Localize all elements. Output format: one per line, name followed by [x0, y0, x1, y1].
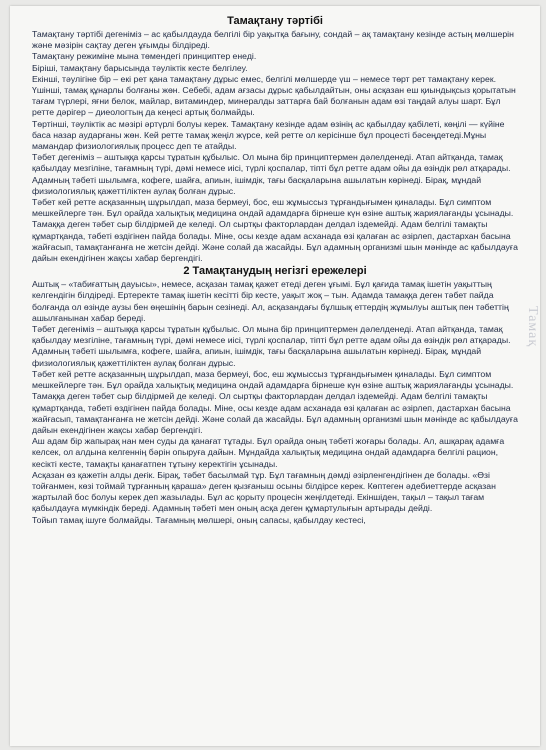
- paragraph: Аштық – «табиғаттың дауысы», немесе, асқазан тамақ қажет етеді деген ұғымі. Бұл қағида тамақ ішетін уақыттың келгендігін білдіреді. Ертеректе тамақ ішетін кесітті бір кесте, уақыт жоқ – тын. Адамда тамаққа деген тәбет пайда болғанда ол өзінде аузы бен өңешінің барын сезінеді. Ал, асқазандағы бұлшық еттердің жұмылуы аштық пен тәбеттің ашылғанынан хабар береді.: [32, 279, 509, 323]
- paragraph: Біріші, тамақтану барысында тәуліктік кесте белгілеу.: [32, 62, 248, 73]
- document-page: [10, 6, 540, 746]
- paragraph: Тойып тамақ ішуге болмайды. Тағамның мөлшері, оның сапасы, қабылдау кестесі,: [32, 514, 366, 525]
- paragraph: Екінші, тәулігіне бір – екі рет қана тамақтану дұрыс емес, белгілі мөлшерде үш – немесе төрт рет тамақтану керек.: [32, 73, 497, 84]
- section-1-title: Тамақтану тәртібі: [227, 15, 323, 27]
- paragraph: Тәбет кей ретте асқазанның шұрылдап, маза бермеуі, бос, еш жұмыссыз тұрғандығымен қиналады. Бұл симптом мешкейлерге тән. Бұл орайда халықтық медицина ондай адамдарға бірнеше күн өзіне аштық жариялағанды ұсынады.: [32, 368, 514, 391]
- paragraph: Тамақтану режиміне мына төмендегі принциптер енеді.: [32, 51, 257, 62]
- section-2-title: 2 Тамақтанудың негізгі ережелері: [183, 265, 367, 278]
- show-through-text: Тамақ: [525, 306, 540, 348]
- paragraph: Тамаққа деген тәбет сыр білдірмей де келеді. Ол сыртқы факторлардан делдал іздемейді. Адам белгілі тамақты құмартқанда, тәбеті өздігінен пайда болады. Міне, осы кезде адам асханада өзі қалаған ас әзірлеп, дастархан басына жайғасып, тамақтанғанға не жетсін дейді. Және солай да жасайды. Бұл адамның организмі шын мәнінде ас қабылдауға дайын екендігінен жақсы хабар бергендігі.: [32, 219, 518, 264]
- paragraph: Тәбет дегеніміз – аштыққа қарсы тұратын құбылыс. Ол мына бір принциптермен дәлелденеді. Атап айтқанда, тамақ қабылдау мезгіліне, тағамның түрі, дәмі немесе иісі, түрлі қоспалар, тіпті бұл ретте адам ойы да өзіндік рөл атқарады. Адамның тәбеті шылымға, кофеге, шайға, апиын, ішімдік, тағы басқаларына ашылатын көрінеді. Бірақ, мұндай физиологиялық қажеттіліктен аулақ болған дұрыс.: [32, 324, 511, 368]
- paragraph: Тамаққа деген тәбет сыр білдірмей де келеді. Ол сыртқы факторлардан делдал іздемейді. Адам белгілі тамақты құмартқанда, тәбеті өздігінен пайда болады. Міне, осы кезде адам асханада өзі қалаған ас әзірлеп, дастархан басына жайғасып, тамақтанғанға не жетсін дейді. Және солай да жасайды. Бұл адамның организмі шын мәнінде ас қабылдауға дайын екендігінен жақсы хабар бергендігі.: [32, 391, 518, 435]
- paragraph: Тәбет кей ретте асқазанның шұрылдап, маза бермеуі, бос, еш жұмыссыз тұрғандығымен қиналады. Бұл симптом мешкейлерге тән. Бұл орайда халықтық медицина ондай адамдарға бірнеше күн өзіне аштық жариялағанды ұсынады.: [32, 197, 514, 219]
- paragraph: Асқазан өз қажетін алды деғік. Бірақ, тәбет басылмай тұр. Бұл тағамның дәмді әзірленгендігінен де болады. «Өзі тойғанмен, көзі тоймай тұрғанның қараша» деген қызғаныш осыны білдірсе керек. Көптеген әдебиеттерде асқазан жартылай бос болуы керек деп жазылады. Бұл ас қорыту процесін жеңілдетеді. Екіншіден, тақыл – тақыл тағам қабылдауға мүмкіндік береді. Адамның тәбеті мен оның асқа деген құмартулығын артырады дейді.: [32, 469, 496, 514]
- paragraph: Төртінші, тәуліктік ас мәзірі әртүрлі болуы керек. Тамақтану кезінде адам өзінің ас қабылдау қабілеті, көңілі — күйіне баса назар аударғаны жөн. Кей ретте тамақ жеңіл жүрсе, кей ретте ол керісінше бұл процесті бәсеңдетеді.Мұны мамандар физиологиялық процесс деп те атайды.: [32, 118, 505, 152]
- paragraph: Тәбет дегеніміз – аштыққа қарсы тұратын құбылыс. Ол мына бір принциптермен дәлелденеді. Атап айтқанда, тамақ қабылдау мезгіліне, тағамның түрі, дәмі немесе иісі, түрлі қоспалар, тіпті бұл ретте адам ойы да өзіндік рөл атқарады. Адамның тәбеті шылымға, кофеге, шайға, апиын, ішімдік, тағы басқаларына ашылатын көрінеді. Бірақ, мұндай физиологиялық қажеттіліктен аулақ болған дұрыс.: [32, 152, 511, 196]
- page-content: [32, 14, 518, 526]
- paragraph: Үшінші, тамақ құнарлы болғаны жөн. Себебі, адам ағзасы дұрыс қабылдайтын, оны асқазан еш қиындықсыз қорытатын тағам түрлері, яғни белок, майлар, витаминдер, минералды заттарға бай болғанын адам өзі таңдай алуы шарт. Бұл ретте дәрігер – диеологтың да кеңесі артық болмайды.: [32, 85, 516, 118]
- paragraph: Тамақтану тәртібі дегеніміз – ас қабылдауда белгілі бір уақытқа бағыну, сондай – ақ тамақтану кезінде астың мөлшерін және мәзірін сақтау деген ұғымды білдіреді.: [32, 29, 514, 51]
- paragraph: Аш адам бір жапырақ нан мен суды да қанағат тұтады. Бұл орайда оның тәбеті жоғары болады. Ал, ашқарақ адамға келсек, ол алдына келгеннің бәрін опыруға дайын. Мұндайда халықтық медицина ондай адамдарға белгілі рацион, кесікті кесте, тамақты қанағатпен тұтыну керектігін ұсынады.: [32, 436, 505, 469]
